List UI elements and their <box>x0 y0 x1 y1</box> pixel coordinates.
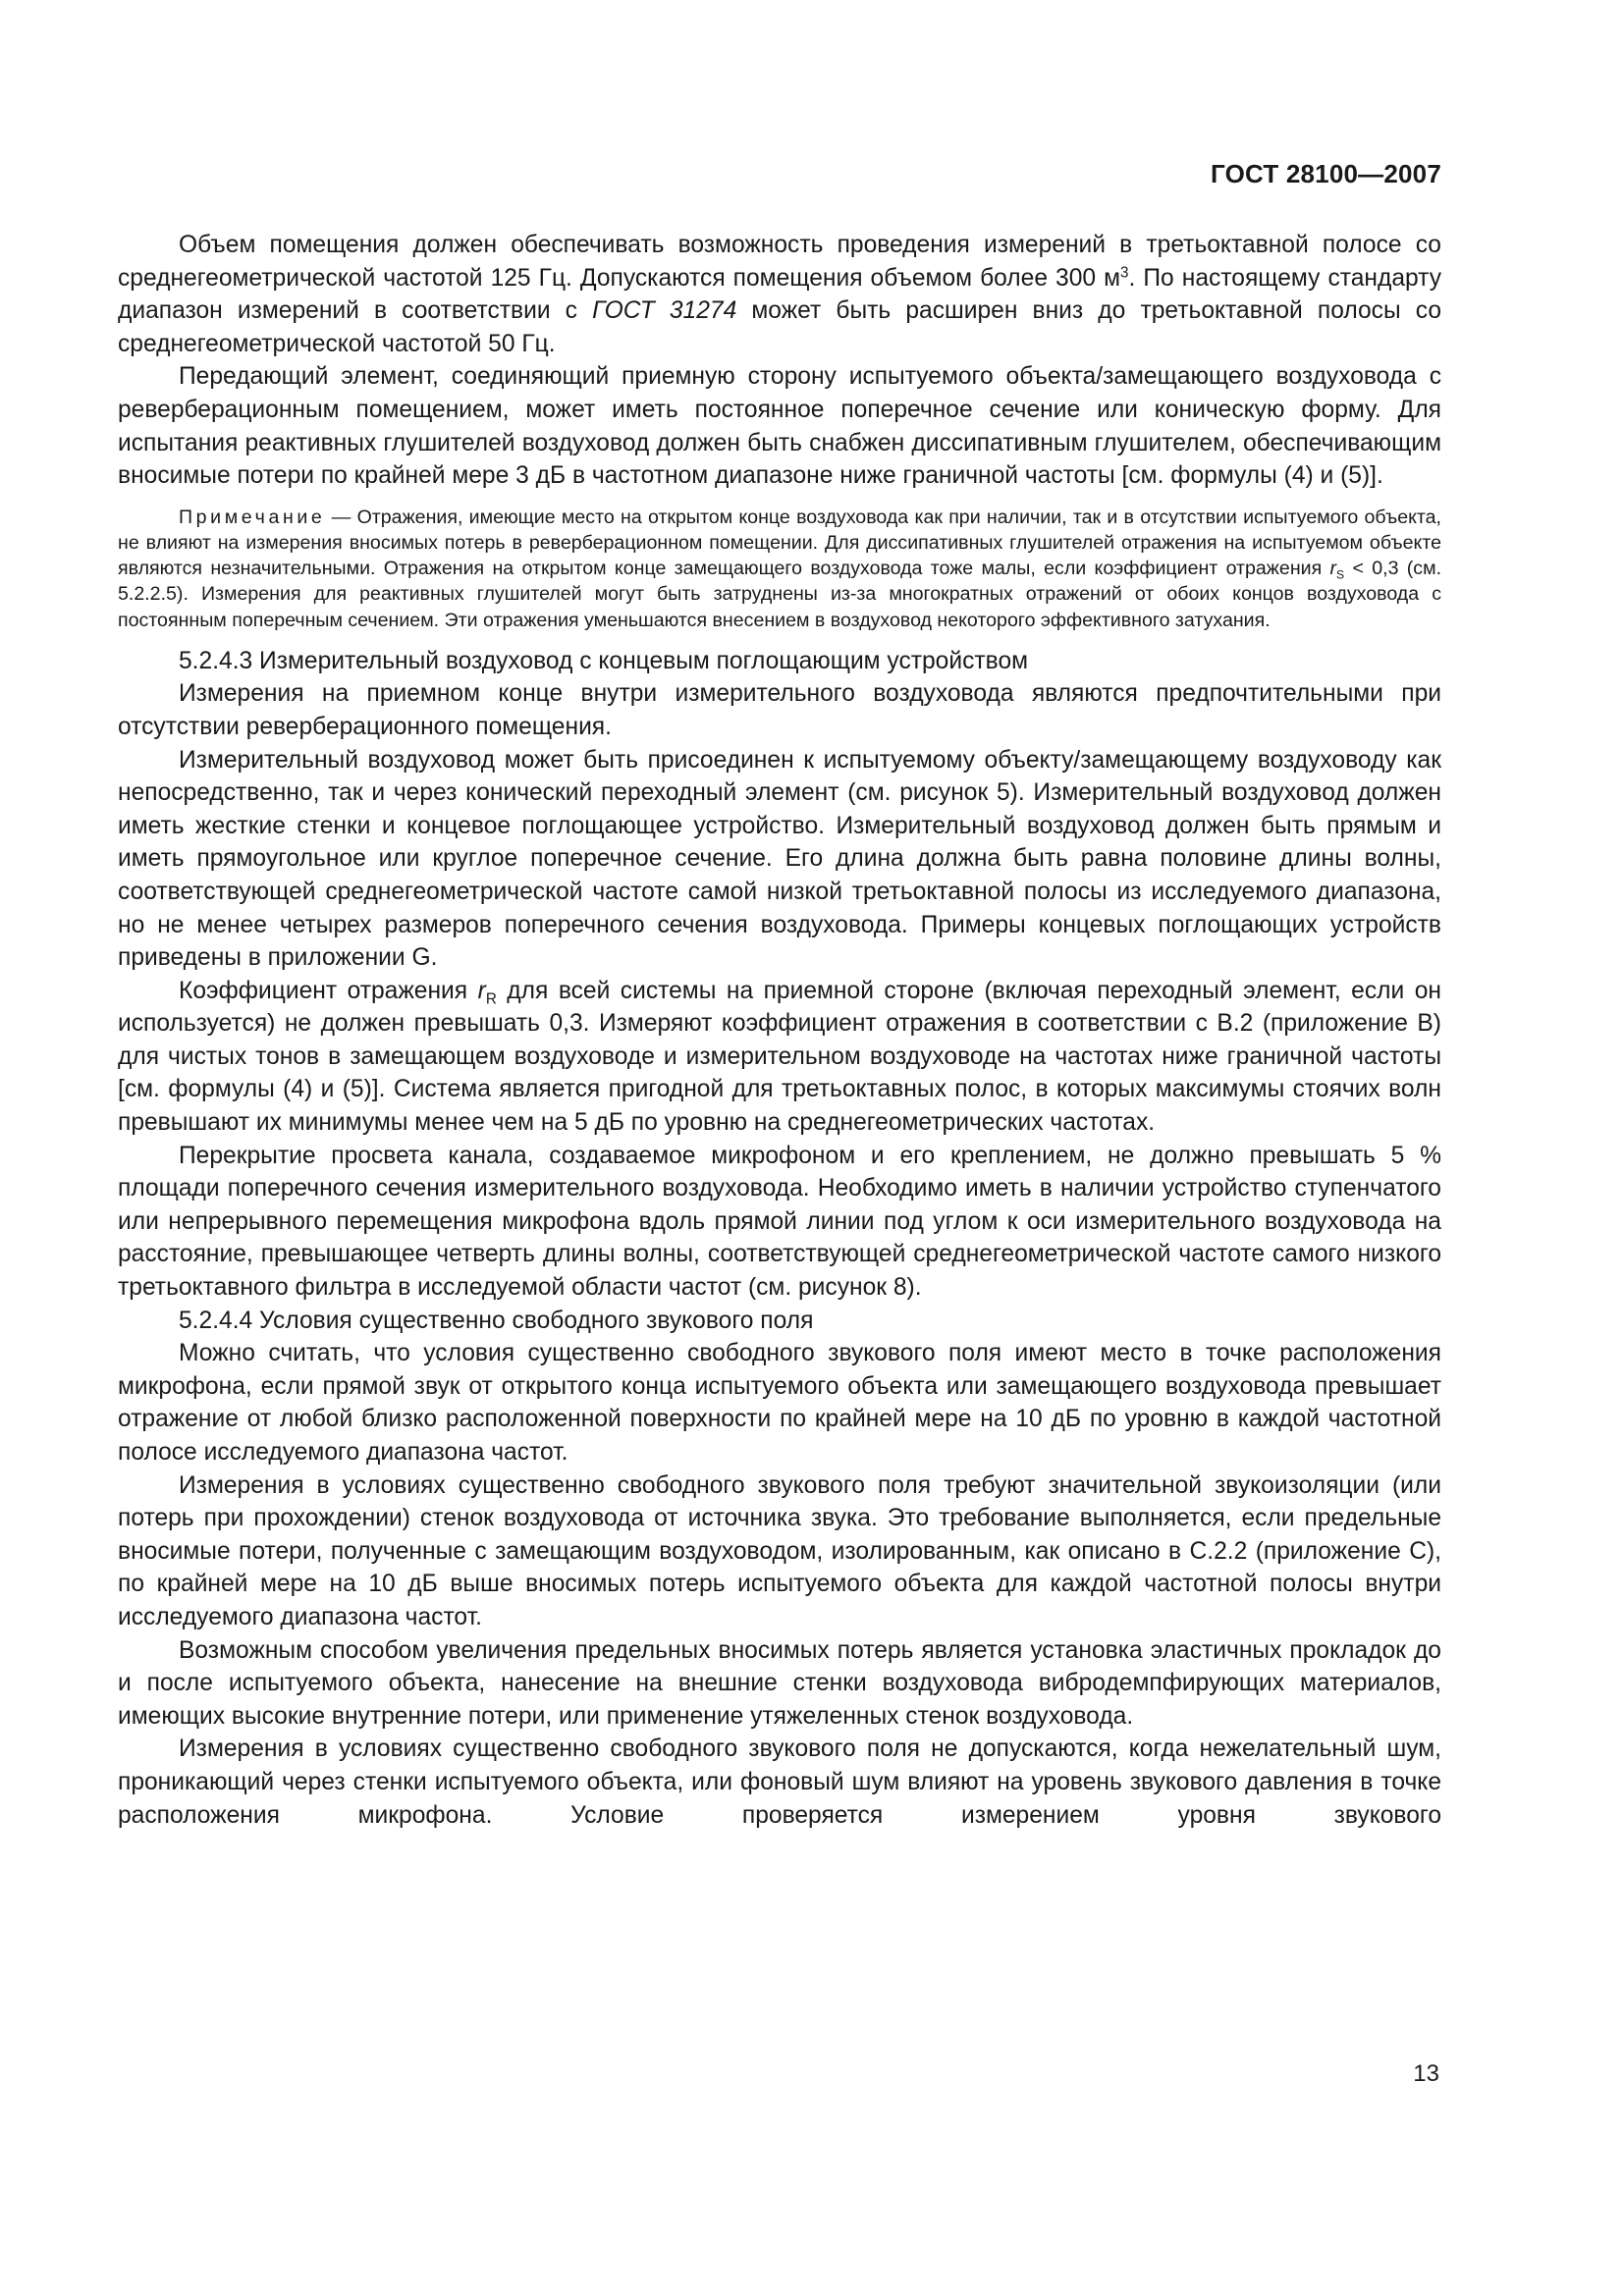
note-block: Примечание — Отражения, имеющие место на открытом конце воздуховода как при наличии, так и в отсутствии испытуемого объекта, не влияют на измерения вносимых потерь в реверберационном помещении. Для диссипативных глушителей отражения на испытуемом объекте являются незначительными. Отражения на открытом конце замещающего воздуховода тоже малы, если коэффициент отражения $r_S < 0,3$ (см. 5.2.2.5). Измерения для реактивных глушителей могут быть затруднены из-за многократных отражений от обоих концов воздуховода с постоянным поперечным сечением. Эти отражения уменьшаются внесением в воздуховод некоторого эффективного затухания. <box>118 506 1442 631</box>
document-body <box>118 229 1441 1832</box>
paragraph-reflection-coefficient: Коэффициент отражения $r_R$ для всей системы на приемной стороне (включая переходный элемент, если он используется) не должен превышать 0,3. Измеряют коэффициент отражения в соответствии с В.2 (приложение В) для чистых тонов в замещающем воздуховоде и измерительном воздуховоде на частотах ниже граничной частоты [см. формулы (4) и (5)]. Система является пригодной для третьоктавных полос, в которых максимумы стоячих волн превышают их минимумы менее чем на 5 дБ по уровню на среднегеометрических частотах. <box>118 977 1441 1137</box>
paragraph-unwanted-noise: Измерения в условиях существенно свободного звукового поля не допускаются, когда нежелательный шум, проникающий через стенки испытуемого объекта, или фоновый шум влияют на уровень звукового давления в точке расположения микрофона. Условие проверяется измерением уровня звукового <box>118 1735 1441 1829</box>
paragraph-microphone-blockage: Перекрытие просвета канала, создаваемое микрофоном и его креплением, не должно превышать 5 % площади поперечного сечения измерительного воздуховода. Необходимо иметь в наличии устройство ступенчатого или непрерывного перемещения микрофона вдоль прямой линии под углом к оси измерительного воздуховода на расстояние, превышающее четверть длины волны, соответствующей среднегеометрической частоте самого низкого третьоктавного фильтра в исследуемой области частот (см. рисунок 8). <box>118 1142 1441 1302</box>
document-header-code: ГОСТ 28100—2007 <box>1211 159 1441 188</box>
page-number: 13 <box>1413 2060 1439 2087</box>
paragraph-room-volume: Объем помещения должен обеспечивать возможность проведения измерений в третьоктавной полосе со среднегеометрической частотой 125 Гц. Допускаются помещения объемом более 300 $м^3$. По настоящему стандарту диапазон измерений в соответствии с ГОСТ 31274 может быть расширен вниз до третьоктавной полосы со среднегеометрической частотой 50 Гц. <box>118 232 1441 357</box>
paragraph-free-field-conditions: Можно считать, что условия существенно свободного звукового поля имеют место в точке расположения микрофона, если прямой звук от открытого конца испытуемого объекта или замещающего воздуховода превышает отражение от любой близко расположенной поверхности по крайней мере на 10 дБ по уровню в каждой частотной полосе исследуемого диапазона частот. <box>118 1340 1441 1467</box>
paragraph-insertion-loss-increase: Возможным способом увеличения предельных вносимых потерь является установка эластичных прокладок до и после испытуемого объекта, нанесение на внешние стенки воздуховода вибродемпфирующих материалов, имеющих высокие внутренние потери, или применение утяжеленных стенок воздуховода. <box>118 1636 1441 1730</box>
section-heading-5-2-4-3: 5.2.4.3 Измерительный воздуховод с концевым поглощающим устройством <box>179 647 1029 674</box>
standard-reference: ГОСТ 31274 <box>592 297 737 325</box>
paragraph-measuring-duct: Измерительный воздуховод может быть присоединен к испытуемому объекту/замещающему воздуховоду как непосредственно, так и через конический переходный элемент (см. рисунок 5). Измерительный воздуховод должен иметь жесткие стенки и концевое поглощающее устройство. Измерительный воздуховод должен быть прямым и иметь прямоугольное или круглое поперечное сечение. Его длина должна быть равна половине длины волны, соответствующей среднегеометрической частоте самой низкой третьоктавной полосы из исследуемого диапазона, но не менее четырех размеров поперечного сечения воздуховода. Примеры концевых поглощающих устройств приведены в приложении G. <box>118 746 1441 972</box>
paragraph-receiving-end: Измерения на приемном конце внутри измерительного воздуховода являются предпочтительными при отсутствии реверберационного помещения. <box>118 680 1441 740</box>
paragraph-sound-insulation: Измерения в условиях существенно свободного звукового поля требуют значительной звукоизоляции (или потерь при прохождении) стенок воздуховода от источника звука. Это требование выполняется, если предельные вносимые потери, полученные с замещающим воздуховодом, изолированным, как описано в С.2.2 (приложение С), по крайней мере на 10 дБ выше вносимых потерь испытуемого объекта для каждой частотной полосы внутри исследуемого диапазона частот. <box>118 1471 1441 1630</box>
paragraph-transmitting-element: Передающий элемент, соединяющий приемную сторону испытуемого объекта/замещающего воздуховода с реверберационным помещением, может иметь постоянное поперечное сечение или коническую форму. Для испытания реактивных глушителей воздуховод должен быть снабжен диссипативным глушителем, обеспечивающим вносимые потери по крайней мере 3 дБ в частотном диапазоне ниже граничной частоты [см. формулы (4) и (5)]. <box>118 363 1441 490</box>
note-label: Примечание <box>179 506 326 528</box>
section-heading-5-2-4-4: 5.2.4.4 Условия существенно свободного звукового поля <box>179 1307 814 1334</box>
